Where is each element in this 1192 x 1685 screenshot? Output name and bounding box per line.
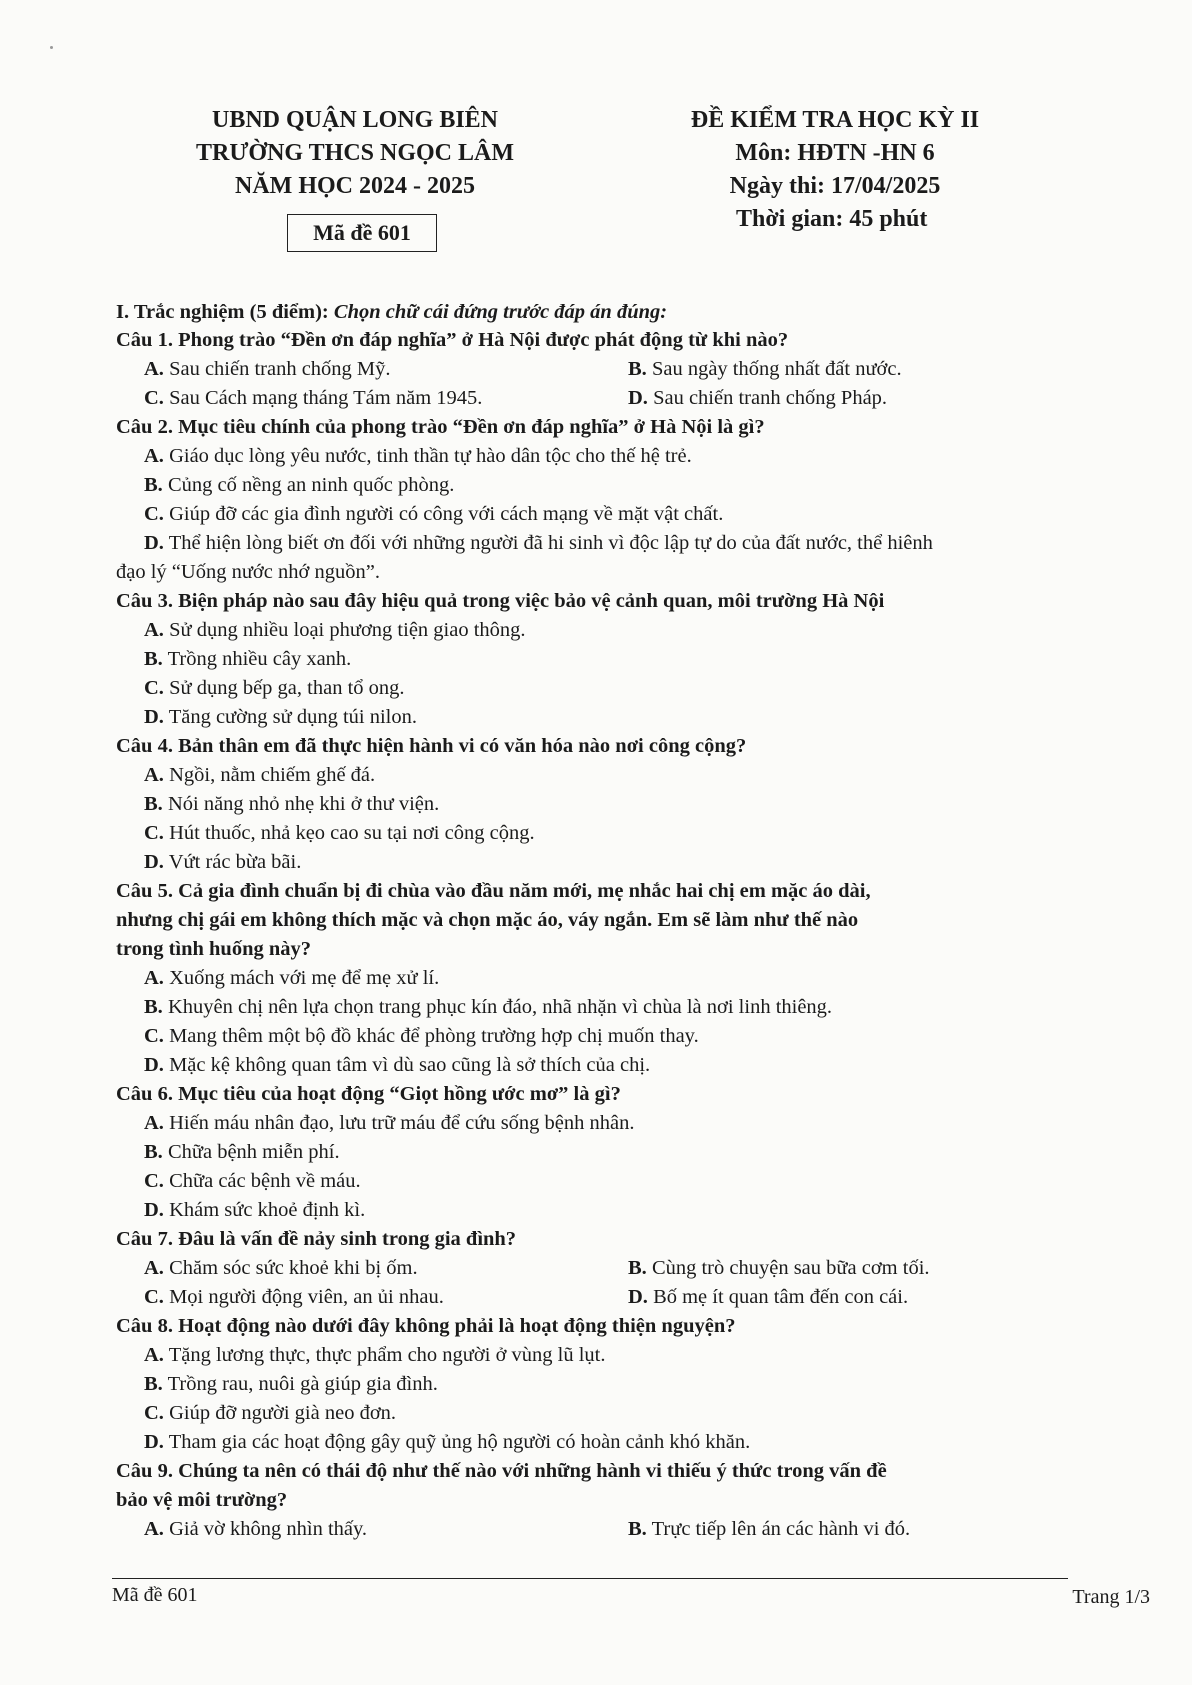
question-5-line-3: trong tình huống này? (116, 938, 312, 960)
q5-option-b: B. Khuyên chị nên lựa chọn trang phục kín đáo, nhã nhặn vì chùa là nơi linh thiêng. (144, 996, 833, 1018)
question-9-line-2: bảo vệ môi trường? (116, 1489, 288, 1511)
exam-subject: Môn: HĐTN -HN 6 (735, 140, 935, 166)
q7-option-a: A. Chăm sóc sức khoẻ khi bị ốm. (144, 1257, 418, 1279)
q5-option-a: A. Xuống mách với mẹ để mẹ xử lí. (144, 967, 440, 989)
footer-exam-code: Mã đề 601 (112, 1584, 198, 1606)
question-6: Câu 6. Mục tiêu của hoạt động “Giọt hồng ước mơ” là gì? (116, 1083, 621, 1105)
q4-option-b: B. Nói năng nhỏ nhẹ khi ở thư viện. (144, 793, 440, 815)
q1-option-a: A. Sau chiến tranh chống Mỹ. (144, 358, 391, 380)
q5-option-c: C. Mang thêm một bộ đồ khác để phòng trường hợp chị muốn thay. (144, 1025, 699, 1047)
exam-content (116, 298, 1066, 1544)
question-5-line-2: nhưng chị gái em không thích mặc và chọn mặc áo, váy ngắn. Em sẽ làm như thế nào (116, 909, 859, 931)
q9-options-row-1 (116, 1515, 1066, 1544)
q1-option-d: D. Sau chiến tranh chống Pháp. (628, 387, 888, 409)
district-name: UBND QUẬN LONG BIÊN (211, 107, 499, 133)
footer-page-number: Trang 1/3 (1072, 1586, 1150, 1608)
q3-option-c: C. Sử dụng bếp ga, than tổ ong. (144, 677, 405, 699)
question-3: Câu 3. Biện pháp nào sau đây hiệu quả trong việc bảo vệ cảnh quan, môi trường Hà Nội (116, 590, 885, 612)
q2-option-a: A. Giáo dục lòng yêu nước, tinh thần tự hào dân tộc cho thế hệ trẻ. (144, 445, 692, 467)
q6-option-a: A. Hiến máu nhân đạo, lưu trữ máu để cứu sống bệnh nhân. (144, 1112, 635, 1134)
q8-option-b: B. Trồng rau, nuôi gà giúp gia đình. (144, 1373, 438, 1395)
question-5-line-1: Câu 5. Cả gia đình chuẩn bị đi chùa vào đầu năm mới, mẹ nhắc hai chị em mặc áo dài, (116, 880, 871, 902)
q3-option-d: D. Tăng cường sử dụng túi nilon. (144, 706, 417, 728)
exam-date: Ngày thi: 17/04/2025 (729, 173, 941, 199)
q2-option-c: C. Giúp đỡ các gia đình người có công với cách mạng về mặt vật chất. (144, 503, 724, 525)
q9-option-a: A. Giả vờ không nhìn thấy. (144, 1518, 368, 1540)
school-name: TRƯỜNG THCS NGỌC LÂM (195, 140, 515, 166)
q7-option-d: D. Bố mẹ ít quan tâm đến con cái. (628, 1286, 909, 1308)
exam-title: ĐỀ KIỂM TRA HỌC KỲ II (690, 107, 980, 133)
question-8: Câu 8. Hoạt động nào dưới đây không phải là hoạt động thiện nguyện? (116, 1315, 736, 1337)
exam-duration: Thời gian: 45 phút (736, 206, 928, 232)
q7-options-row-2 (116, 1283, 1066, 1312)
q8-option-a: A. Tặng lương thực, thực phẩm cho người ở vùng lũ lụt. (144, 1344, 606, 1366)
question-2: Câu 2. Mục tiêu chính của phong trào “Đền ơn đáp nghĩa” ở Hà Nội là gì? (116, 416, 765, 438)
q1-options-row-1 (116, 355, 1066, 384)
school-header (170, 104, 540, 203)
question-7: Câu 7. Đâu là vấn đề nảy sinh trong gia đình? (116, 1228, 517, 1250)
footer-divider (112, 1578, 1068, 1579)
q6-option-d: D. Khám sức khoẻ định kì. (144, 1199, 366, 1221)
q8-option-d: D. Tham gia các hoạt động gây quỹ ủng hộ người có hoàn cảnh khó khăn. (144, 1431, 751, 1453)
q2-option-d-cont: đạo lý “Uống nước nhớ nguồn”. (116, 561, 380, 583)
q6-option-c: C. Chữa các bệnh về máu. (144, 1170, 361, 1192)
q4-option-c: C. Hút thuốc, nhả kẹo cao su tại nơi công cộng. (144, 822, 535, 844)
q7-option-c: C. Mọi người động viên, an ủi nhau. (144, 1286, 444, 1308)
exam-code-box: Mã đề 601 (287, 214, 437, 252)
q3-option-b: B. Trồng nhiều cây xanh. (144, 648, 352, 670)
q9-option-b: B. Trực tiếp lên án các hành vi đó. (628, 1518, 911, 1540)
section-title (116, 298, 1066, 326)
exam-header (640, 104, 1030, 203)
q1-option-c: C. Sau Cách mạng tháng Tám năm 1945. (144, 387, 483, 409)
q4-option-a: A. Ngồi, nằm chiếm ghế đá. (144, 764, 376, 786)
q1-option-b: B. Sau ngày thống nhất đất nước. (628, 358, 902, 380)
q7-options-row-1 (116, 1254, 1066, 1283)
q4-option-d: D. Vứt rác bừa bãi. (144, 851, 302, 873)
q6-option-b: B. Chữa bệnh miễn phí. (144, 1141, 340, 1163)
q2-option-d: D. Thể hiện lòng biết ơn đối với những người đã hi sinh vì độc lập tự do của đất nước, thể hiênh (144, 532, 933, 554)
question-4: Câu 4. Bản thân em đã thực hiện hành vi có văn hóa nào nơi công cộng? (116, 735, 747, 757)
question-9-line-1: Câu 9. Chúng ta nên có thái độ như thế nào với những hành vi thiếu ý thức trong vấn đề (116, 1460, 887, 1482)
scan-speck (50, 46, 53, 49)
q1-options-row-2 (116, 384, 1066, 413)
q5-option-d: D. Mặc kệ không quan tâm vì dù sao cũng là sở thích của chị. (144, 1054, 651, 1076)
q7-option-b: B. Cùng trò chuyện sau bữa cơm tối. (628, 1257, 930, 1279)
q8-option-c: C. Giúp đỡ người già neo đơn. (144, 1402, 397, 1424)
q3-option-a: A. Sử dụng nhiều loại phương tiện giao thông. (144, 619, 526, 641)
school-year: NĂM HỌC 2024 - 2025 (235, 173, 475, 199)
question-1: Câu 1. Phong trào “Đền ơn đáp nghĩa” ở Hà Nội được phát động từ khi nào? (116, 329, 789, 351)
q2-option-b: B. Củng cố nềng an ninh quốc phòng. (144, 474, 455, 496)
section-heading: I. Trắc nghiệm (5 điểm): (116, 301, 334, 323)
section-instruction: Chọn chữ cái đứng trước đáp án đúng: (333, 301, 668, 323)
